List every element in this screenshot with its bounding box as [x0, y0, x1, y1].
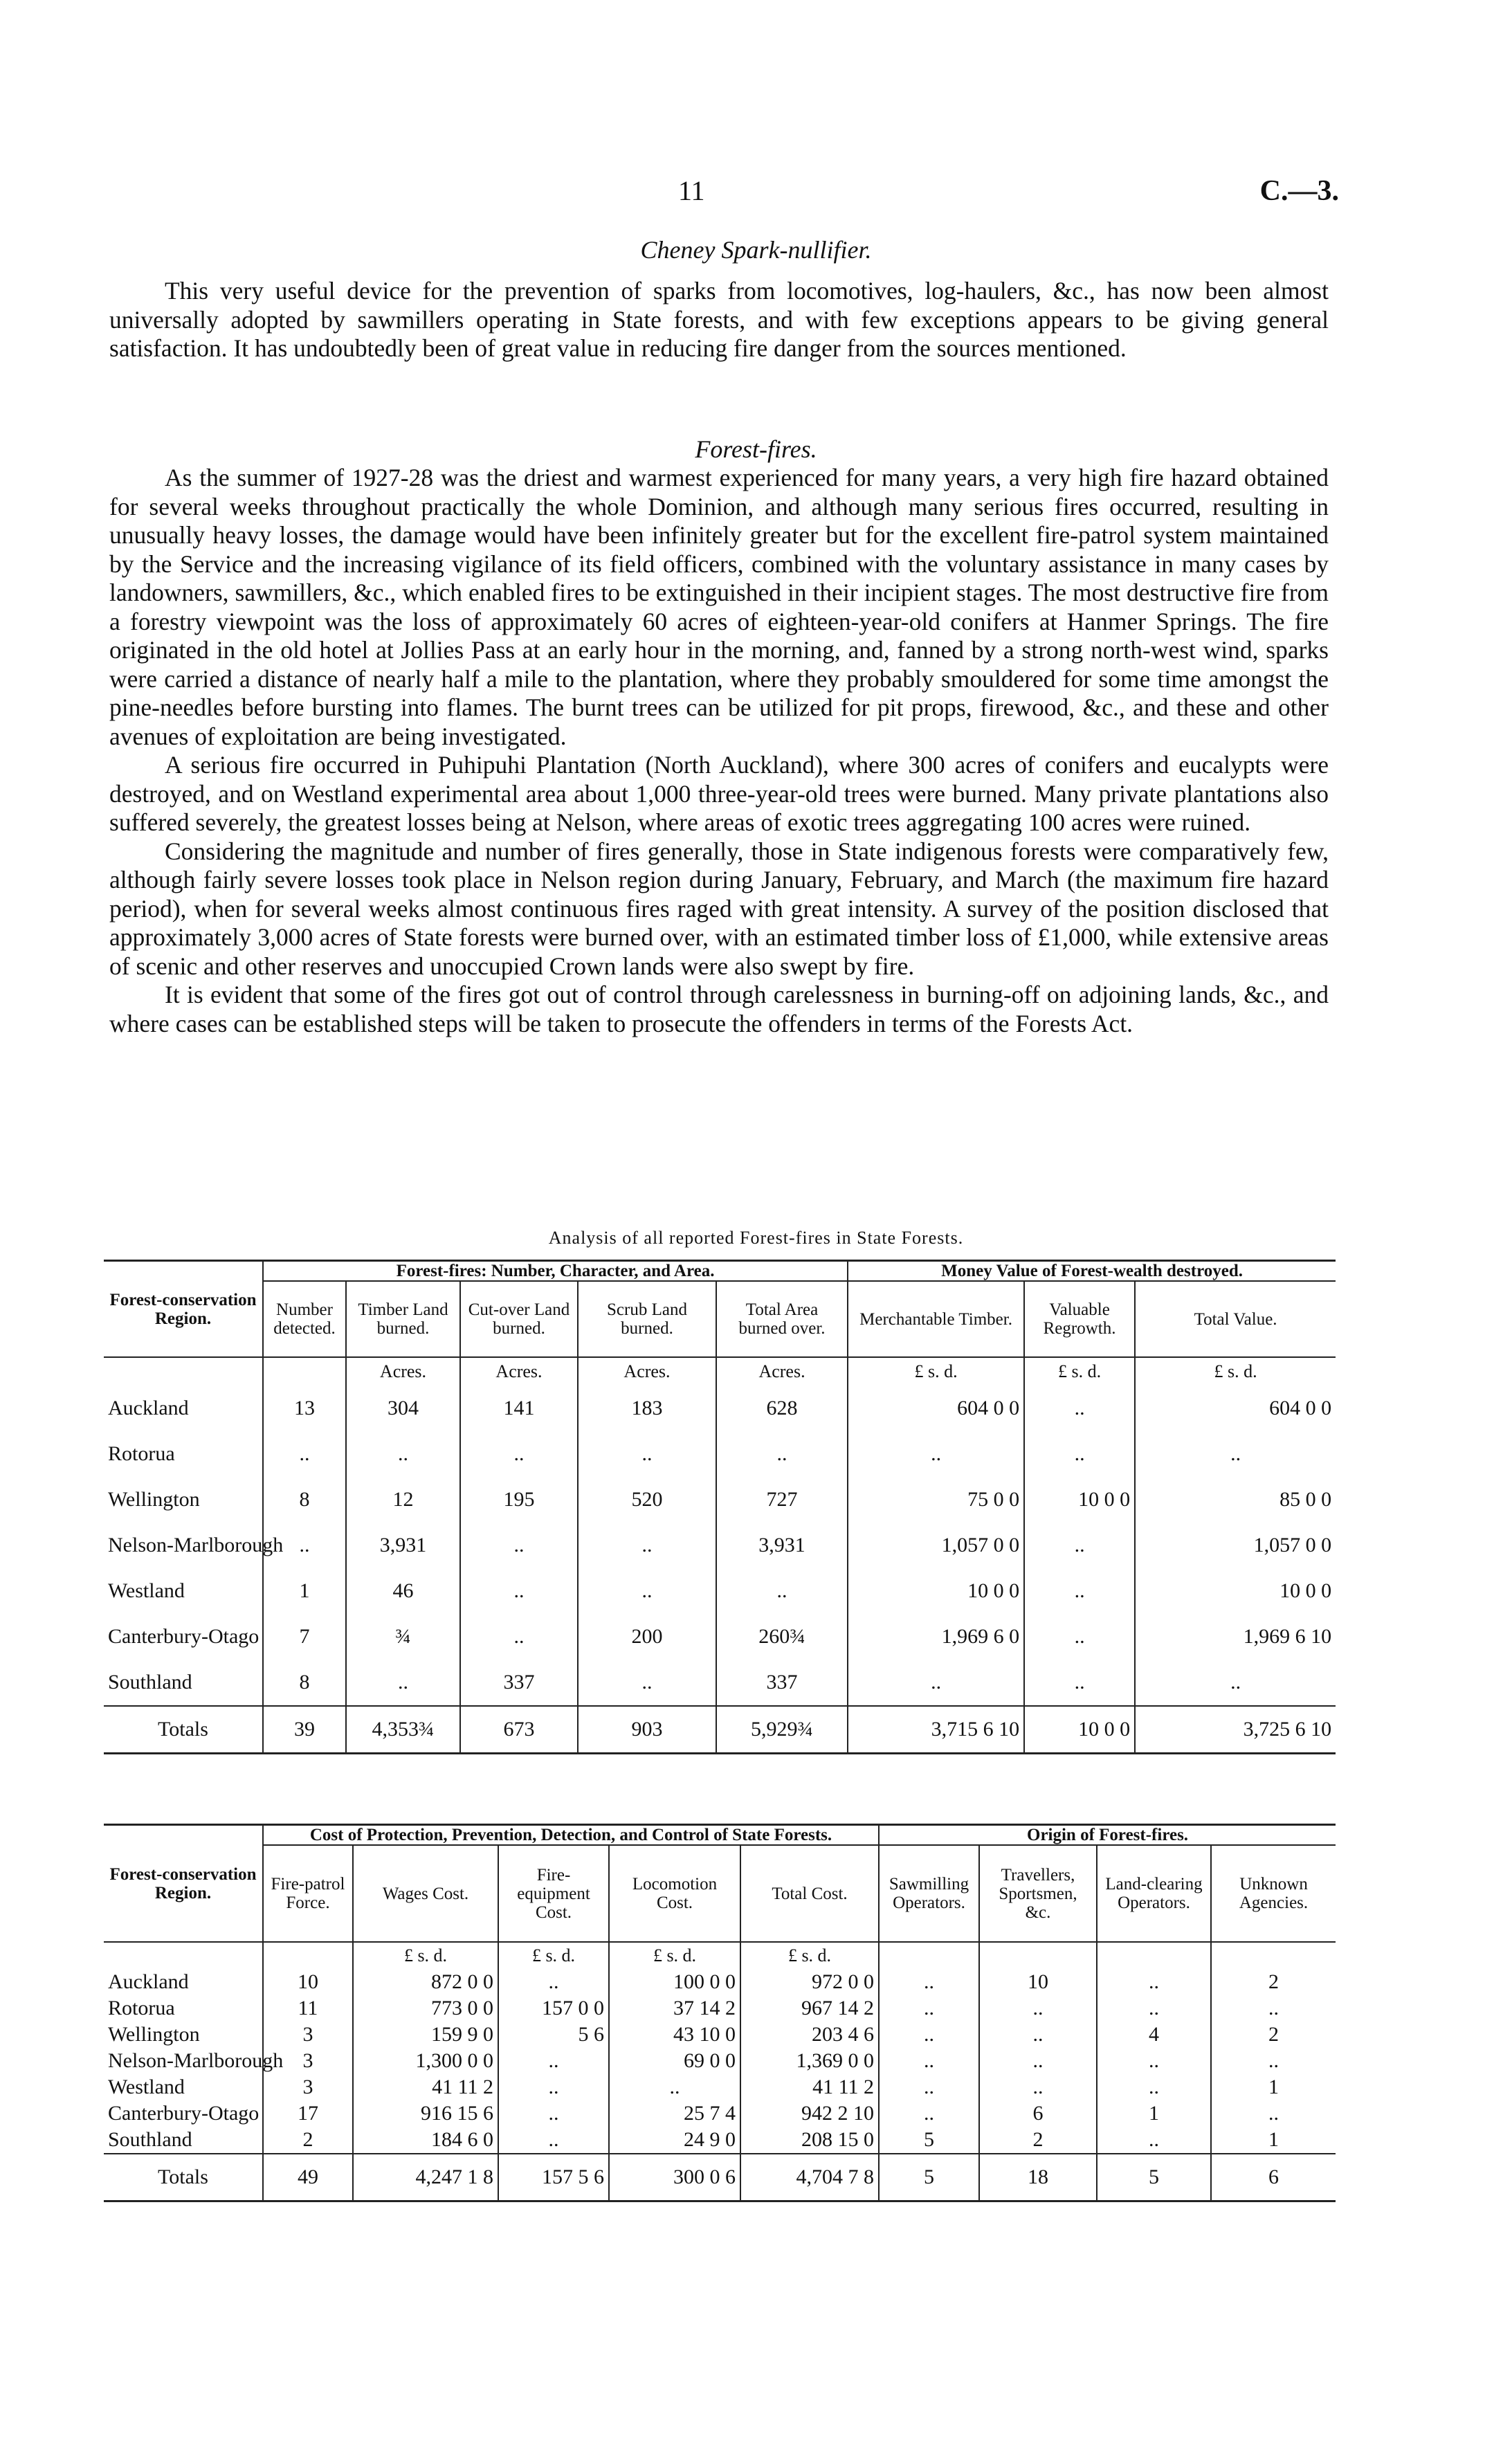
section-heading-spark-nullifier: Cheney Spark-nullifier.: [640, 236, 872, 264]
table-cell: ..: [498, 2074, 609, 2100]
table-cell: 157 0 0: [498, 1995, 609, 2022]
table-row: [104, 1660, 1336, 1706]
table-cell: 260¾: [716, 1614, 848, 1660]
table-cell: 5 6: [498, 2022, 609, 2048]
table-cell: 159 9 0: [353, 2022, 498, 2048]
section-heading-forest-fires: Forest-fires.: [695, 435, 817, 463]
forest-fires-table: [104, 1260, 1336, 1754]
table-cell: ..: [578, 1660, 716, 1706]
page-number: 11: [678, 175, 705, 206]
unit-label: £ s. d.: [740, 1942, 879, 1969]
table-cell: 5: [879, 2127, 979, 2154]
table-cell: 4,353¾: [346, 1706, 460, 1754]
table-cell: 10 0 0: [1024, 1477, 1135, 1523]
table-row: [104, 1523, 1336, 1568]
unit-label: £ s. d.: [1024, 1357, 1135, 1386]
table-cell: ..: [848, 1431, 1024, 1477]
column-header: Travellers, Sportsmen, &c.: [979, 1845, 1097, 1942]
unit-label: Acres.: [460, 1357, 578, 1386]
table-cell: ..: [1024, 1568, 1135, 1614]
table-cell: ..: [1097, 1995, 1211, 2022]
totals-row: [104, 2154, 1336, 2201]
region-cell: Auckland: [104, 1969, 263, 1995]
table-cell: 39: [263, 1706, 346, 1754]
table-cell: 7: [263, 1614, 346, 1660]
column-header: Fire-equipment Cost.: [498, 1845, 609, 1942]
table-cell: 18: [979, 2154, 1097, 2201]
table-cell: 157 5 6: [498, 2154, 609, 2201]
table-cell: ..: [460, 1568, 578, 1614]
table-cell: 903: [578, 1706, 716, 1754]
column-header: Number detected.: [263, 1281, 346, 1357]
table-cell: 337: [460, 1660, 578, 1706]
region-cell: Rotorua: [104, 1431, 263, 1477]
group-header-fires: Forest-fires: Number, Character, and Area.: [263, 1261, 848, 1282]
table-cell: ..: [879, 2022, 979, 2048]
table-cell: ..: [979, 2074, 1097, 2100]
table-cell: ..: [1097, 2127, 1211, 2154]
table-cell: 1,300 0 0: [353, 2048, 498, 2074]
paragraph: As the summer of 1927-28 was the driest and warmest experienced for many years, a very high fire hazard obtained for several weeks throughout practically the whole Dominion, and although many serious fires occurred, resulting in unusually heavy losses, the damage would have been infinitely greater but for the excellent fire-patrol system maintained by the Service and the increasing vigilance of its field officers, combined with the voluntary assistance in many cases by landowners, sawmillers, &c., which enabled fires to be extinguished in their incipient stages. The most destructive fire from a forestry viewpoint was the loss of approximately 60 acres of eighteen-year-old conifers at Hanmer Springs. The fire originated in the old hotel at Jollies Pass at an early hour in the morning, and, fanned by a strong north-west wind, sparks were carried a distance of nearly half a mile to the plantation, where they probably smouldered for some time amongst the pine-needles before bursting into flames. The burnt trees can be utilized for pit props, firewood, &c., and these and other avenues of exploitation are being investigated.: [109, 464, 1329, 750]
table-cell: 24 9 0: [609, 2127, 740, 2154]
table-cell: 1,369 0 0: [740, 2048, 879, 2074]
section-body-forest-fires: [109, 464, 1329, 1038]
table-cell: ..: [879, 2100, 979, 2127]
table-cell: 1,969 6 0: [848, 1614, 1024, 1660]
table-cell: ..: [578, 1568, 716, 1614]
region-cell: Canterbury-Otago: [104, 1614, 263, 1660]
column-header: Land-clearing Operators.: [1097, 1845, 1211, 1942]
table-cell: 520: [578, 1477, 716, 1523]
unit-label: Acres.: [578, 1357, 716, 1386]
table-cell: 10 0 0: [848, 1568, 1024, 1614]
table-cell: ..: [879, 2048, 979, 2074]
table-cell: ..: [1230, 1442, 1241, 1465]
table-cell: 3,931: [716, 1523, 848, 1568]
group-header-cost: Cost of Protection, Prevention, Detection, and Control of State Forests.: [263, 1825, 879, 1846]
table-cell: ..: [716, 1568, 848, 1614]
table-cell: 13: [263, 1386, 346, 1431]
table-cell: 69 0 0: [609, 2048, 740, 2074]
column-header: Merchantable Timber.: [848, 1281, 1024, 1357]
region-cell: Canterbury-Otago: [104, 2100, 263, 2127]
column-header: Total Area burned over.: [716, 1281, 848, 1357]
table-row: [104, 1477, 1336, 1523]
group-header-origin: Origin of Forest-fires.: [879, 1825, 1336, 1846]
table-cell: 43 10 0: [609, 2022, 740, 2048]
table-cell: 1: [1097, 2100, 1211, 2127]
region-cell: Wellington: [104, 2022, 263, 2048]
paragraph: Considering the magnitude and number of fires generally, those in State indigenous forests were comparatively few, although fairly severe losses took place in Nelson region during January, February, and March (the maximum fire hazard period), when for several weeks almost continuous fires raged with great intensity. A survey of the position disclosed that approximately 3,000 acres of State forests were burned over, with an estimated timber loss of £1,000, while extensive areas of scenic and other reserves and unoccupied Crown lands were also swept by fire.: [109, 837, 1329, 980]
table-cell: 200: [578, 1614, 716, 1660]
table-row: [104, 2127, 1336, 2154]
table-cell: 8: [263, 1477, 346, 1523]
table-cell: 3,715 6 10: [848, 1706, 1024, 1754]
table-cell: 208 15 0: [740, 2127, 879, 2154]
table-cell: 75 0 0: [848, 1477, 1024, 1523]
table-cell: 141: [460, 1386, 578, 1431]
document-reference: C.—3.: [1259, 175, 1339, 207]
table-cell: 1,969 6 10: [1243, 1625, 1332, 1648]
unit-label: £ s. d.: [609, 1942, 740, 1969]
table-cell: ..: [498, 2100, 609, 2127]
table-cell: 4,704 7 8: [740, 2154, 879, 2201]
table-cell: 85 0 0: [1279, 1488, 1332, 1511]
table-cell: 6: [979, 2100, 1097, 2127]
table-cell: ..: [1097, 2074, 1211, 2100]
column-header: Locomotion Cost.: [609, 1845, 740, 1942]
table-cell: ..: [879, 1969, 979, 1995]
table-cell: 195: [460, 1477, 578, 1523]
table-cell: ..: [879, 1995, 979, 2022]
column-header: Wages Cost.: [353, 1845, 498, 1942]
group-header-money: Money Value of Forest-wealth destroyed.: [848, 1261, 1336, 1282]
table-cell: 1,057 0 0: [1253, 1534, 1332, 1556]
region-cell: Nelson-Marlborough: [104, 2048, 263, 2074]
table-cell: ..: [263, 1431, 346, 1477]
column-header: Total Value.: [1194, 1309, 1277, 1329]
table-row: [104, 1614, 1336, 1660]
table-cell: 184 6 0: [353, 2127, 498, 2154]
table-cell: ..: [346, 1660, 460, 1706]
table-cell: 100 0 0: [609, 1969, 740, 1995]
table-row: [104, 1568, 1336, 1614]
table-cell: ..: [460, 1431, 578, 1477]
paragraph: A serious fire occurred in Puhipuhi Plantation (North Auckland), where 300 acres of conifers and eucalypts were destroyed, and on Westland experimental area about 1,000 three-year-old trees were burned. Many private plantations also suffered severely, the greatest losses being at Nelson, where areas of exotic trees aggregating 100 acres were ruined.: [109, 751, 1329, 836]
column-header: Sawmilling Operators.: [879, 1845, 979, 1942]
table-row: [104, 1386, 1336, 1431]
table-cell: 10 0 0: [1279, 1579, 1332, 1602]
unit-label: £ s. d.: [1214, 1361, 1257, 1381]
table-cell: ..: [1230, 1671, 1241, 1693]
region-cell: Westland: [104, 2074, 263, 2100]
protection-cost-table: [104, 1824, 1336, 2202]
region-cell: Auckland: [104, 1386, 263, 1431]
table-row: [104, 2100, 1336, 2127]
table-cell: 4: [1097, 2022, 1211, 2048]
table-cell: 628: [716, 1386, 848, 1431]
table-cell: 2: [1268, 2023, 1279, 2046]
table-cell: ..: [460, 1614, 578, 1660]
table-cell: 604 0 0: [1269, 1397, 1332, 1419]
table-cell: 3: [263, 2022, 353, 2048]
table-cell: 3,931: [346, 1523, 460, 1568]
region-cell: Wellington: [104, 1477, 263, 1523]
table-cell: 1: [263, 1568, 346, 1614]
table-cell: ..: [879, 2074, 979, 2100]
table-row: [104, 1969, 1336, 1995]
table-cell: 37 14 2: [609, 1995, 740, 2022]
table-cell: 673: [460, 1706, 578, 1754]
table-cell: 1: [1268, 2076, 1279, 2098]
totals-row: [104, 1706, 1336, 1754]
region-cell: Southland: [104, 1660, 263, 1706]
table-cell: 5: [1097, 2154, 1211, 2201]
table-cell: ..: [1024, 1523, 1135, 1568]
column-header: Scrub Land burned.: [578, 1281, 716, 1357]
region-cell: Southland: [104, 2127, 263, 2154]
table-cell: 304: [346, 1386, 460, 1431]
column-header: Total Cost.: [740, 1845, 879, 1942]
table-cell: 5,929¾: [716, 1706, 848, 1754]
table-cell: ..: [848, 1660, 1024, 1706]
table-cell: 25 7 4: [609, 2100, 740, 2127]
table-cell: 337: [716, 1660, 848, 1706]
table-row: [104, 2074, 1336, 2100]
unit-label: £ s. d.: [848, 1357, 1024, 1386]
table-cell: ..: [1024, 1431, 1135, 1477]
unit-label: £ s. d.: [498, 1942, 609, 1969]
table-cell: ..: [609, 2074, 740, 2100]
table-cell: ..: [1268, 2049, 1279, 2072]
table-cell: 916 15 6: [353, 2100, 498, 2127]
table-cell: 17: [263, 2100, 353, 2127]
table-cell: 6: [1211, 2154, 1336, 2201]
column-header: Unknown Agencies.: [1239, 1875, 1309, 1912]
table-cell: 942 2 10: [740, 2100, 879, 2127]
table-cell: ..: [346, 1431, 460, 1477]
table-cell: ..: [263, 1523, 346, 1568]
table-row: [104, 2022, 1336, 2048]
table-cell: 2: [1268, 1970, 1279, 1993]
table-caption: Analysis of all reported Forest-fires in State Forests.: [548, 1228, 964, 1248]
table-cell: 8: [263, 1660, 346, 1706]
totals-label: Totals: [104, 2154, 263, 2201]
table-cell: 872 0 0: [353, 1969, 498, 1995]
table-cell: ..: [498, 1969, 609, 1995]
region-header: Forest-conservation Region.: [104, 1825, 263, 1943]
unit-label: Acres.: [346, 1357, 460, 1386]
table-cell: ..: [498, 2127, 609, 2154]
unit-label: Acres.: [716, 1357, 848, 1386]
unit-label: £ s. d.: [353, 1942, 498, 1969]
table-cell: 1,057 0 0: [848, 1523, 1024, 1568]
table-cell: ..: [578, 1431, 716, 1477]
table-row: [104, 2048, 1336, 2074]
table-cell: 300 0 6: [609, 2154, 740, 2201]
column-header: Valuable Regrowth.: [1024, 1281, 1135, 1357]
table-row: [104, 1995, 1336, 2022]
totals-label: Totals: [104, 1706, 263, 1754]
table-cell: 12: [346, 1477, 460, 1523]
table-cell: ..: [460, 1523, 578, 1568]
table-cell: 3,725 6 10: [1135, 1706, 1336, 1754]
table-cell: ..: [979, 2048, 1097, 2074]
table-cell: ..: [578, 1523, 716, 1568]
paragraph: It is evident that some of the fires got out of control through carelessness in burning-off on adjoining lands, &c., and where cases can be established steps will be taken to prosecute the offenders in terms of the Forests Act.: [109, 981, 1329, 1037]
column-header: Fire-patrol Force.: [263, 1845, 353, 1942]
region-cell: Westland: [104, 1568, 263, 1614]
table-cell: ..: [498, 2048, 609, 2074]
column-header: Cut-over Land burned.: [460, 1281, 578, 1357]
table-cell: ..: [1024, 1386, 1135, 1431]
table-cell: 972 0 0: [740, 1969, 879, 1995]
column-header: Timber Land burned.: [346, 1281, 460, 1357]
table-cell: ¾: [346, 1614, 460, 1660]
table-cell: 41 11 2: [740, 2074, 879, 2100]
table-cell: ..: [1268, 2102, 1279, 2125]
region-cell: Rotorua: [104, 1995, 263, 2022]
table-cell: 2: [979, 2127, 1097, 2154]
table-cell: 1: [1268, 2128, 1279, 2151]
table-cell: 49: [263, 2154, 353, 2201]
table-cell: 3: [263, 2048, 353, 2074]
table-cell: ..: [1097, 2048, 1211, 2074]
table-cell: 727: [716, 1477, 848, 1523]
section-body-spark-nullifier: [109, 277, 1329, 363]
table-cell: ..: [979, 2022, 1097, 2048]
table-cell: 46: [346, 1568, 460, 1614]
table-cell: 967 14 2: [740, 1995, 879, 2022]
table-cell: ..: [979, 1995, 1097, 2022]
table-row: [104, 1431, 1336, 1477]
table-cell: 5: [879, 2154, 979, 2201]
table-cell: 10: [979, 1969, 1097, 1995]
table-cell: 203 4 6: [740, 2022, 879, 2048]
table-cell: 41 11 2: [353, 2074, 498, 2100]
table-cell: 4,247 1 8: [353, 2154, 498, 2201]
table-cell: 183: [578, 1386, 716, 1431]
table-cell: ..: [1097, 1969, 1211, 1995]
region-cell: Nelson-Marlborough: [104, 1523, 263, 1568]
table-cell: 3: [263, 2074, 353, 2100]
table-cell: ..: [1268, 1997, 1279, 2019]
table-cell: 604 0 0: [848, 1386, 1024, 1431]
table-cell: 773 0 0: [353, 1995, 498, 2022]
table-cell: ..: [716, 1431, 848, 1477]
table-cell: 11: [263, 1995, 353, 2022]
table-cell: 2: [263, 2127, 353, 2154]
paragraph: This very useful device for the prevention of sparks from locomotives, log-haulers, &c., has now been almost universally adopted by sawmillers operating in State forests, and with few exceptions appears to be giving general satisfaction. It has undoubtedly been of great value in reducing fire danger from the sources mentioned.: [109, 277, 1329, 362]
table-cell: ..: [1024, 1660, 1135, 1706]
table-cell: 10: [263, 1969, 353, 1995]
table-cell: ..: [1024, 1614, 1135, 1660]
region-header: Forest-conservation Region.: [104, 1261, 263, 1358]
table-cell: 10 0 0: [1024, 1706, 1135, 1754]
